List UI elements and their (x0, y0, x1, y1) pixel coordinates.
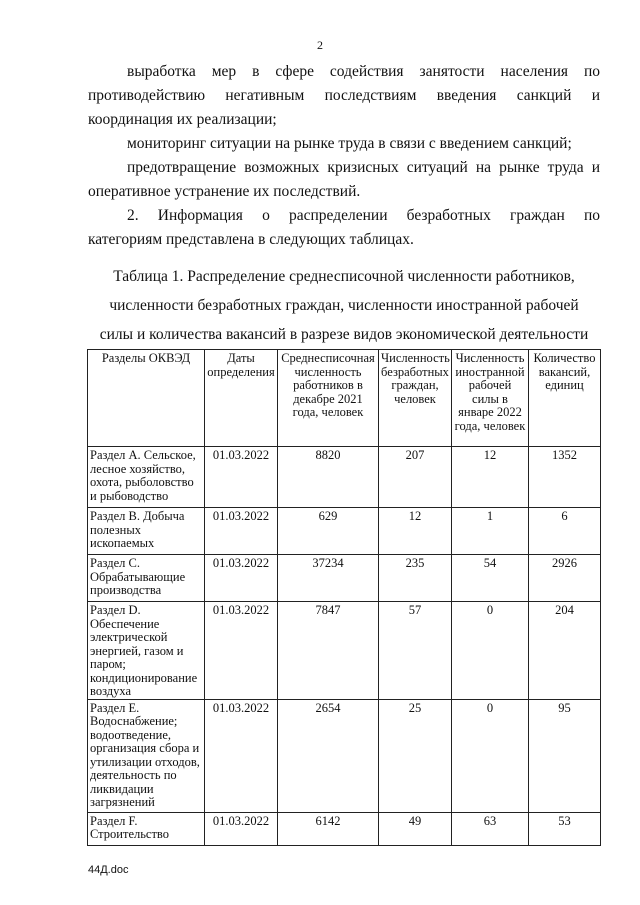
table-row (88, 602, 601, 700)
table-row (88, 812, 601, 845)
cell-foreign-workforce: 1 (452, 508, 529, 555)
paragraph-3-line-1: предотвращение возможных кризисных ситуаций на рынке труда и (127, 159, 600, 176)
cell-section: Раздел D. Обеспечение электрической энергией, газом и паром; кондиционирование воздуха (88, 602, 205, 700)
cell-unemployed: 12 (379, 508, 452, 555)
cell-date: 01.03.2022 (205, 699, 278, 812)
cell-avg-employees: 629 (278, 508, 379, 555)
cell-section: Раздел В. Добыча полезных ископаемых (88, 508, 205, 555)
okved-table (87, 349, 601, 846)
cell-section: Раздел С. Обрабатывающие производства (88, 555, 205, 602)
document-filename: 44Д.doc (88, 864, 129, 876)
header-dates: Даты определения (205, 350, 278, 447)
cell-vacancies: 2926 (529, 555, 601, 602)
cell-avg-employees: 37234 (278, 555, 379, 602)
cell-date: 01.03.2022 (205, 508, 278, 555)
cell-date: 01.03.2022 (205, 602, 278, 700)
cell-unemployed: 25 (379, 699, 452, 812)
header-vacancies: Количество вакансий, единиц (529, 350, 601, 447)
table-row (88, 508, 601, 555)
paragraph-4-line-1: 2. Информация о распределении безработных граждан по (127, 207, 600, 224)
paragraph-1-line-2: противодействию негативным последствиям введения санкций и (88, 87, 600, 104)
cell-avg-employees: 7847 (278, 602, 379, 700)
cell-foreign-workforce: 0 (452, 602, 529, 700)
paragraph-3-line-2: оперативное устранение их последствий. (88, 183, 361, 200)
cell-section: Раздел F. Строительство (88, 812, 205, 845)
cell-date: 01.03.2022 (205, 812, 278, 845)
cell-avg-employees: 6142 (278, 812, 379, 845)
table-row (88, 447, 601, 508)
cell-vacancies: 6 (529, 508, 601, 555)
table-caption (88, 262, 600, 349)
header-foreign-workforce: Численность иностранной рабочей силы в январе 2022 года, человек (452, 350, 529, 447)
cell-vacancies: 95 (529, 699, 601, 812)
table-caption-line-3: силы и количества вакансий в разрезе видов экономической деятельности (99, 326, 589, 343)
cell-vacancies: 204 (529, 602, 601, 700)
table-caption-line-1: Таблица 1. Распределение среднесписочной численности работников, (113, 268, 575, 285)
paragraph-1-line-3: координация их реализации; (88, 111, 277, 128)
cell-vacancies: 1352 (529, 447, 601, 508)
cell-date: 01.03.2022 (205, 555, 278, 602)
table-row (88, 699, 601, 812)
cell-section: Раздел Е. Водоснабжение; водоотведение, организация сбора и утилизации отходов, деятельность по ликвидации загрязнений (88, 699, 205, 812)
cell-avg-employees: 2654 (278, 699, 379, 812)
table-header-row (88, 350, 601, 447)
page-number: 2 (317, 38, 323, 52)
cell-unemployed: 57 (379, 602, 452, 700)
cell-section: Раздел А. Сельское, лесное хозяйство, охота, рыболовство и рыбоводство (88, 447, 205, 508)
cell-vacancies: 53 (529, 812, 601, 845)
cell-foreign-workforce: 12 (452, 447, 529, 508)
cell-unemployed: 235 (379, 555, 452, 602)
cell-unemployed: 207 (379, 447, 452, 508)
cell-date: 01.03.2022 (205, 447, 278, 508)
paragraph-2: мониторинг ситуации на рынке труда в связи с введением санкций; (127, 135, 572, 152)
cell-unemployed: 49 (379, 812, 452, 845)
cell-foreign-workforce: 54 (452, 555, 529, 602)
cell-foreign-workforce: 0 (452, 699, 529, 812)
paragraph-1-line-1: выработка мер в сфере содействия занятости населения по (127, 63, 600, 80)
paragraph-4-line-2: категориям представлена в следующих таблицах. (88, 231, 414, 248)
cell-avg-employees: 8820 (278, 447, 379, 508)
table-row (88, 555, 601, 602)
table-caption-line-2: численности безработных граждан, численности иностранной рабочей (109, 297, 579, 314)
cell-foreign-workforce: 63 (452, 812, 529, 845)
header-avg-employees: Среднесписочная численность работников в декабре 2021 года, человек (278, 350, 379, 447)
header-unemployed: Численность безработных граждан, человек (379, 350, 452, 447)
header-okved-sections: Разделы ОКВЭД (88, 350, 205, 447)
